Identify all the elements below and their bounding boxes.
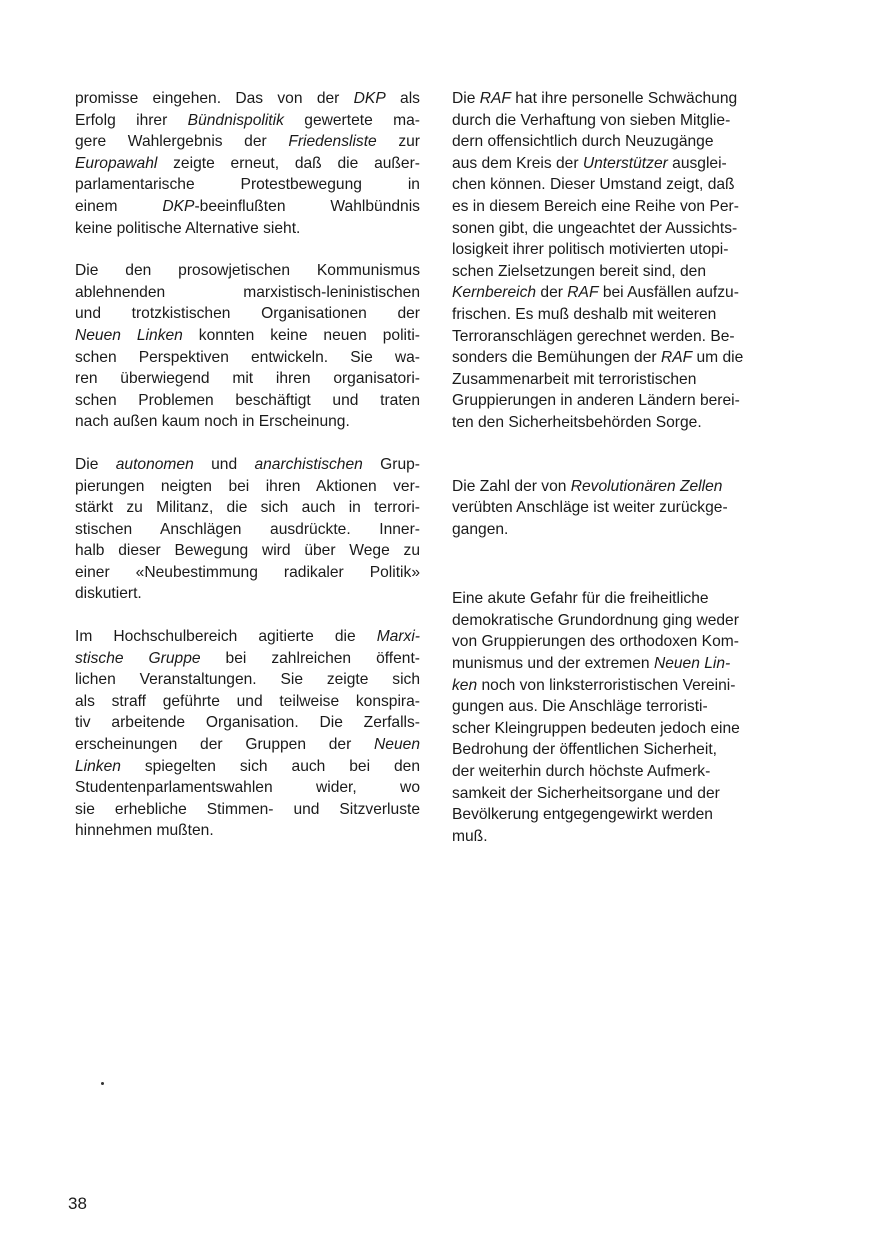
right-paragraph-3: Eine akute Gefahr für die freiheitliche demokratische Grundordnung ging weder von Gruppierungen des orthodoxen Kom- munismus und der extremen Neuen Lin- ken noch von linksterroristischen Vereini- gungen aus. Die Anschläge terroristi- scher Kleingruppen bedeuten jedoch eine Bedrohung der öffentlichen Sicherheit, der weiterhin durch höchste Aufmerk- samkeit der Sicherheitsorgane und der Bevölkerung entgegengewirkt werden muß.: [452, 590, 740, 845]
page-number: 38: [68, 1194, 87, 1213]
left-paragraph-4: Im Hochschulbereich agitierte die Marxi- stische Gruppe bei zahlreichen öffent- lichen Veranstaltungen. Sie zeigte sich als straff geführte und teilweise konspira- tiv arbeitende Organisation. Die Zerfalls- erscheinungen der Gruppen der Neuen Linken spiegelten sich auch bei den Studentenparlamentswahlen wider, wo sie erhebliche Stimmen- und Sitzverluste hinnehmen mußten.: [75, 628, 420, 840]
left-paragraph-1: promisse eingehen. Das von der DKP als Erfolg ihrer Bündnispolitik gewertete ma- gere Wahlergebnis der Friedensliste zur Europawahl zeigte erneut, daß die außer- parlamentarische Protestbewegung in einem DKP-beeinflußten Wahlbündnis keine politische Alternative sieht.: [75, 90, 420, 237]
right-paragraph-2: Die Zahl der von Revolutionären Zellen verübten Anschläge ist weiter zurückge- gangen.: [452, 477, 728, 538]
right-paragraph-1: Die RAF hat ihre personelle Schwächung durch die Verhaftung von sieben Mitglie- dern offensichtlich durch Neuzugänge aus dem Kreis der Unterstützer ausglei- chen können. Dieser Umstand zeigt, daß es in diesem Bereich eine Reihe von Per- sonen gibt, die ungeachtet der Aussichts- losigkeit ihrer politisch motivierten utopi- schen Zielsetzungen bereit sind, den Kernbereich der RAF bei Ausfällen aufzu- frischen. Es muß deshalb mit weiteren Terroranschlägen gerechnet werden. Be- sonders die Bemühungen der RAF um die Zusammenarbeit mit terroristischen Gruppierungen in anderen Ländern berei- ten den Sicherheitsbehörden Sorge.: [452, 90, 744, 431]
right-column: [452, 88, 787, 847]
left-paragraph-2: Die den prosowjetischen Kommunismus ablehnenden marxistisch-leninistischen und trotzkistischen Organisationen der Neuen Linken konnten keine neuen politi- schen Perspektiven entwickeln. Sie wa- ren überwiegend mit ihren organisatori- schen Problemen beschäftigt und traten nach außen kaum noch in Erscheinung.: [75, 262, 420, 431]
left-paragraph-3: Die autonomen und anarchistischen Grup- pierungen neigten bei ihren Aktionen ver- stärkt zu Militanz, die sich auch in terrori- stischen Anschlägen ausdrückte. Inner- halb dieser Bewegung wird über Wege zu einer «Neubestimmung radikaler Politik» diskutiert.: [75, 455, 421, 603]
left-column: [75, 88, 420, 842]
scan-speck: [101, 1082, 104, 1085]
